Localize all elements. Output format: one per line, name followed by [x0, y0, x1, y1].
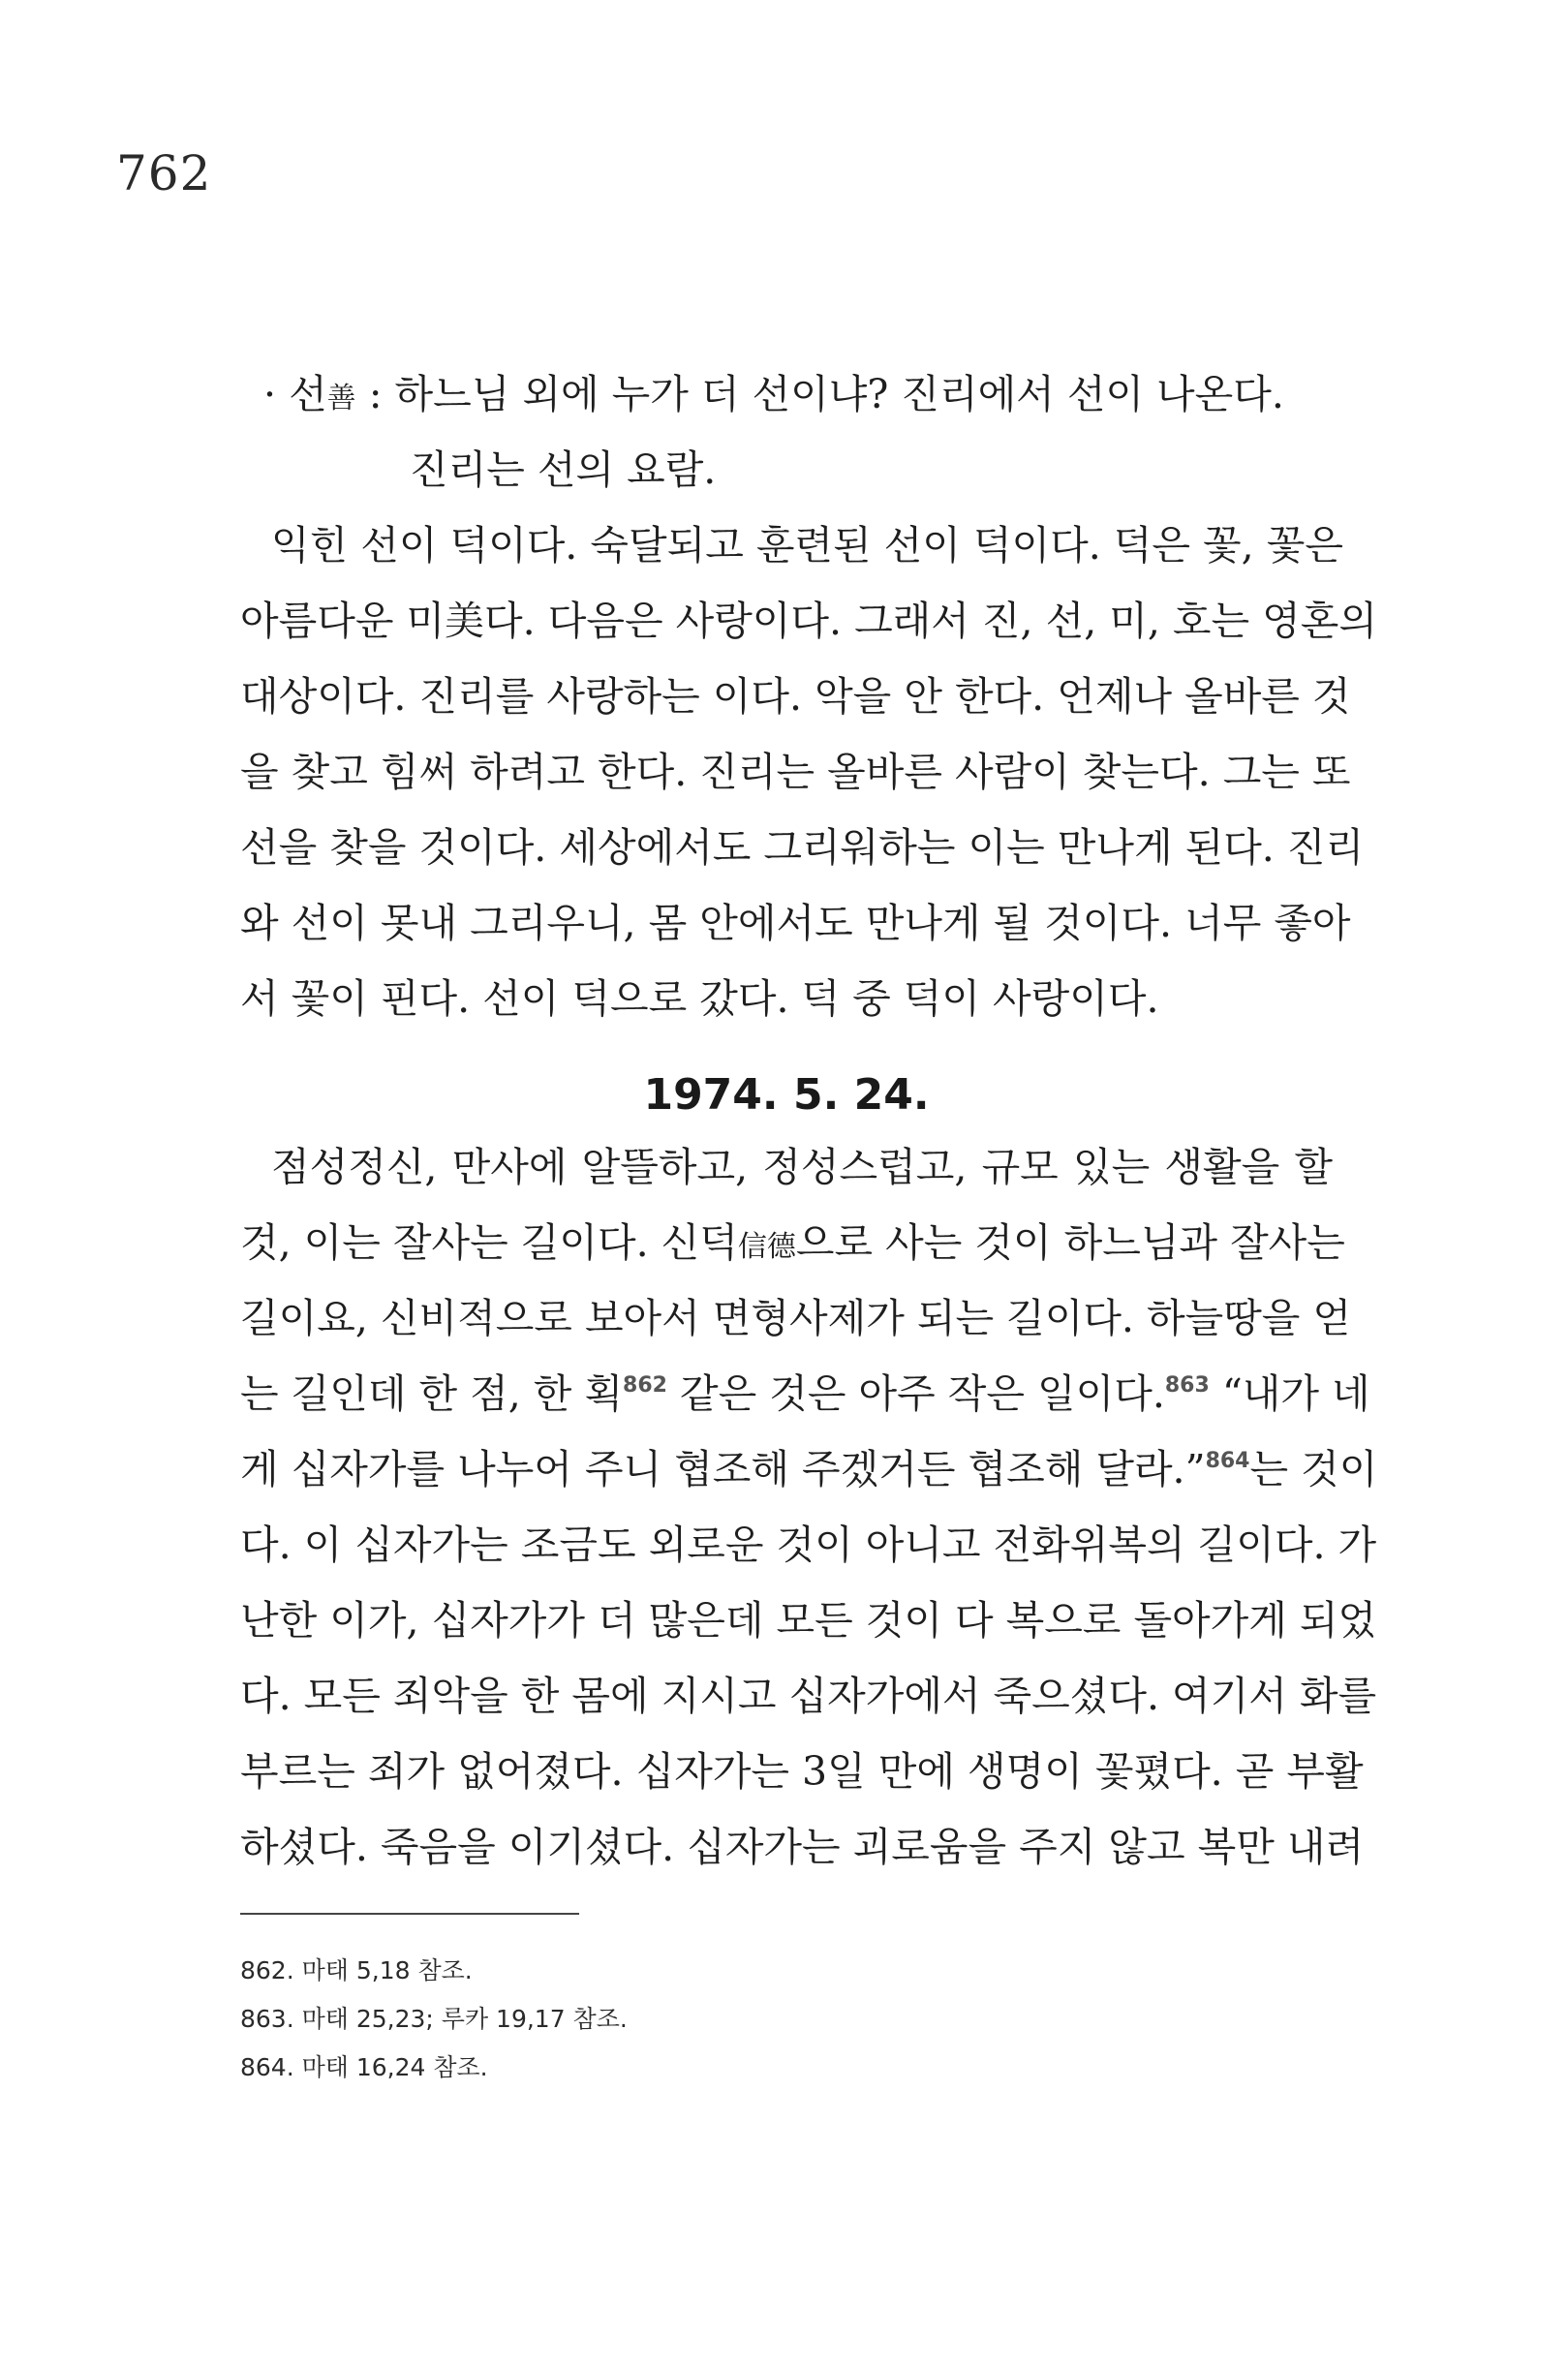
bullet-line: · 선善 : 하느님 외에 누가 더 선이냐? 진리에서 선이 나온다.	[263, 371, 1284, 417]
paragraph-line: 하셨다. 죽음을 이기셨다. 십자가는 괴로움을 주지 않고 복만 내려	[240, 1824, 1365, 1870]
paragraph-line: 대상이다. 진리를 사랑하는 이다. 악을 안 한다. 언제나 올바른 것	[240, 673, 1351, 720]
date-heading: 1974. 5. 24.	[643, 1070, 930, 1120]
paragraph-line: 점성정신, 만사에 알뜰하고, 정성스럽고, 규모 있는 생활을 할	[271, 1144, 1333, 1190]
paragraph-line: 다. 이 십자가는 조금도 외로운 것이 아니고 전화위복의 길이다. 가	[240, 1522, 1377, 1568]
section-1	[240, 356, 1377, 1036]
paragraph-line: 을 찾고 힘써 하려고 한다. 진리는 올바른 사람이 찾는다. 그는 또	[240, 749, 1351, 795]
paragraph-line: 아름다운 미美다. 다음은 사랑이다. 그래서 진, 선, 미, 호는 영혼의	[240, 598, 1377, 644]
footnote-862: 862. 마태 5,18 참조.	[240, 1956, 473, 1984]
footnote-863: 863. 마태 25,23; 루카 19,17 참조.	[240, 2005, 628, 2033]
footnote-ref-863[interactable]: 863	[1164, 1373, 1210, 1398]
paragraph-line: 길이요, 신비적으로 보아서 면형사제가 되는 길이다. 하늘땅을 얻	[240, 1295, 1352, 1341]
section-2	[240, 1129, 1378, 1885]
paragraph-line: 부르는 죄가 없어졌다. 십자가는 3일 만에 생명이 꽃폈다. 곧 부활	[240, 1748, 1364, 1795]
paragraph-line: 선을 찾을 것이다. 세상에서도 그리워하는 이는 만나게 된다. 진리	[240, 824, 1365, 871]
page-number: 762	[116, 145, 212, 201]
footnote-ref-864[interactable]: 864	[1205, 1449, 1250, 1473]
paragraph-line: 것, 이는 잘사는 길이다. 신덕信德으로 사는 것이 하느님과 잘사는	[240, 1219, 1345, 1266]
paragraph-line: 게 십자가를 나누어 주니 협조해 주겠거든 협조해 달라.”$^{864}$는 것이	[240, 1446, 1378, 1492]
paragraph-line: 서 꽃이 핀다. 선이 덕으로 갔다. 덕 중 덕이 사랑이다.	[240, 975, 1159, 1022]
paragraph-line: 난한 이가, 십자가가 더 많은데 모든 것이 다 복으로 돌아가게 되었	[240, 1597, 1377, 1644]
paragraph-line: 는 길인데 한 점, 한 획$^{862}$ 같은 것은 아주 작은 일이다.$^{863}$ “내가 네	[240, 1370, 1370, 1417]
footnote-divider	[240, 1913, 579, 1915]
paragraph-line: 익힌 선이 덕이다. 숙달되고 훈련된 선이 덕이다. 덕은 꽃, 꽃은	[271, 522, 1343, 569]
footnote-864: 864. 마태 16,24 참조.	[240, 2053, 488, 2081]
paragraph-line: 와 선이 못내 그리우니, 몸 안에서도 만나게 될 것이다. 너무 좋아	[240, 900, 1351, 946]
paragraph-line: 다. 모든 죄악을 한 몸에 지시고 십자가에서 죽으셨다. 여기서 화를	[240, 1673, 1377, 1719]
bullet-sub-line: 진리는 선의 요람.	[410, 446, 717, 493]
footnote-ref-862[interactable]: 862	[623, 1373, 667, 1398]
footnotes	[240, 1947, 628, 2092]
